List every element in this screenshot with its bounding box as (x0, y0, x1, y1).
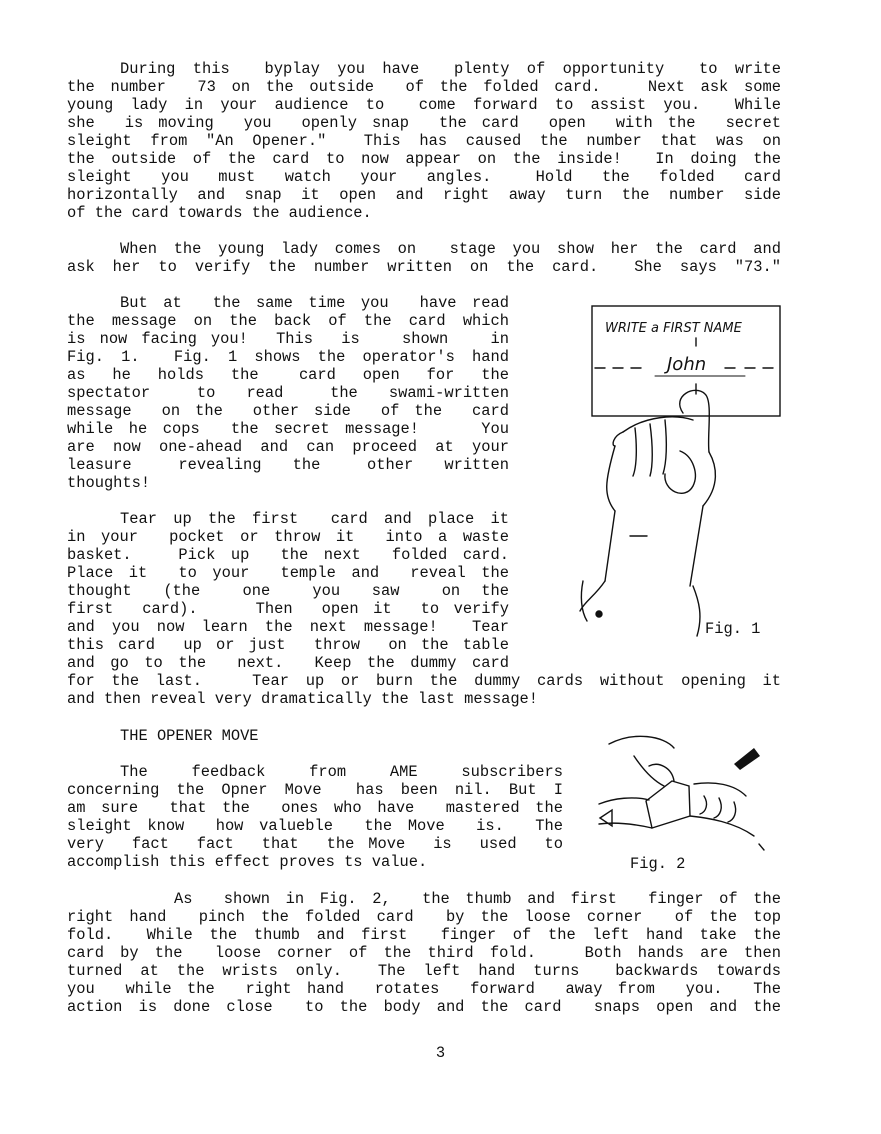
text-line: But at the same time you have read (120, 294, 509, 312)
text-line: When the young lady comes on stage you show her the card and (120, 240, 781, 258)
hand-holding-card-illustration (575, 296, 785, 646)
text-line: very fact fact that the Move is used to (67, 835, 563, 853)
figure-2 (594, 726, 774, 856)
text-line: Place it to your temple and reveal the (67, 564, 509, 582)
text-line: sleight know how valueble the Move is. The (67, 817, 563, 835)
text-line: and then reveal very dramatically the last message! (67, 690, 539, 708)
folded-card (646, 781, 690, 828)
card-written-name: John (667, 354, 707, 375)
text-line: am sure that the ones who have mastered the (67, 799, 563, 817)
text-line: first card). Then open it to verify (67, 600, 509, 618)
figure-1-label: Fig. 1 (705, 620, 761, 638)
text-line: card by the loose corner of the third fold. Both hands are then (67, 944, 781, 962)
text-line: is now facing you! This is shown in (67, 330, 509, 348)
figure-1 (575, 296, 785, 646)
text-line: spectator to read the swami-written (67, 384, 509, 402)
text-line: she is moving you openly snap the card open with the secret (67, 114, 781, 132)
text-line: for the last. Tear up or burn the dummy cards without opening it (67, 672, 781, 690)
text-line: are now one-ahead and can proceed at your (67, 438, 509, 456)
text-line: as he holds the card open for the (67, 366, 509, 384)
text-line: right hand pinch the folded card by the loose corner of the top (67, 908, 781, 926)
right-hand (694, 783, 746, 796)
text-line: the number 73 on the outside of the folded card. Next ask some (67, 78, 781, 96)
section-heading: THE OPENER MOVE (120, 727, 259, 745)
text-line: of the card towards the audience. (67, 204, 372, 222)
opener-move-illustration (594, 726, 774, 856)
text-line: young lady in your audience to come forward to assist you. While (67, 96, 781, 114)
text-line: turned at the wrists only. The left hand turns backwards towards (67, 962, 781, 980)
text-line: you while the right hand rotates forward away from you. The (67, 980, 781, 998)
text-line: sleight from "An Opener." This has caused the number that was on (67, 132, 781, 150)
text-line: As shown in Fig. 2, the thumb and first finger of the (174, 890, 781, 908)
text-line: concerning the Opner Move has been nil. But I (67, 781, 563, 799)
text-line: message on the other side of the card (67, 402, 509, 420)
text-line: Fig. 1. Fig. 1 shows the operator's hand (67, 348, 509, 366)
arrow-icon (734, 748, 760, 770)
card-instruction-text: WRITE a FIRST NAME (605, 321, 742, 336)
text-line: thoughts! (67, 474, 151, 492)
text-line: thought (the one you saw on the (67, 582, 509, 600)
text-line: Tear up the first card and place it (120, 510, 509, 528)
page-number: 3 (435, 1044, 446, 1062)
text-line: sleight you must watch your angles. Hold the folded card (67, 168, 781, 186)
text-line: this card up or just throw on the table (67, 636, 509, 654)
text-line: action is done close to the body and the card snaps open and the (67, 998, 781, 1016)
figure-2-label: Fig. 2 (630, 855, 686, 873)
text-line: leasure revealing the other written (67, 456, 509, 474)
left-hand-top (609, 736, 674, 748)
text-line: basket. Pick up the next folded card. (67, 546, 509, 564)
text-line: accomplish this effect proves ts value. (67, 853, 428, 871)
text-line: horizontally and snap it open and right away turn the number side (67, 186, 781, 204)
text-line: and you now learn the next message! Tear (67, 618, 509, 636)
text-line: the message on the back of the card which (67, 312, 509, 330)
text-line: ask her to verify the number written on the card. She says "73." (67, 258, 781, 276)
text-line: fold. While the thumb and first finger of the left hand take the (67, 926, 781, 944)
text-line: in your pocket or throw it into a waste (67, 528, 509, 546)
text-line: and go to the next. Keep the dummy card (67, 654, 509, 672)
text-line: while he cops the secret message! You (67, 420, 509, 438)
text-line: The feedback from AME subscribers (120, 763, 563, 781)
thumb (680, 390, 710, 452)
text-line: During this byplay you have plenty of opportunity to write (120, 60, 781, 78)
text-line: the outside of the card to now appear on the inside! In doing the (67, 150, 781, 168)
